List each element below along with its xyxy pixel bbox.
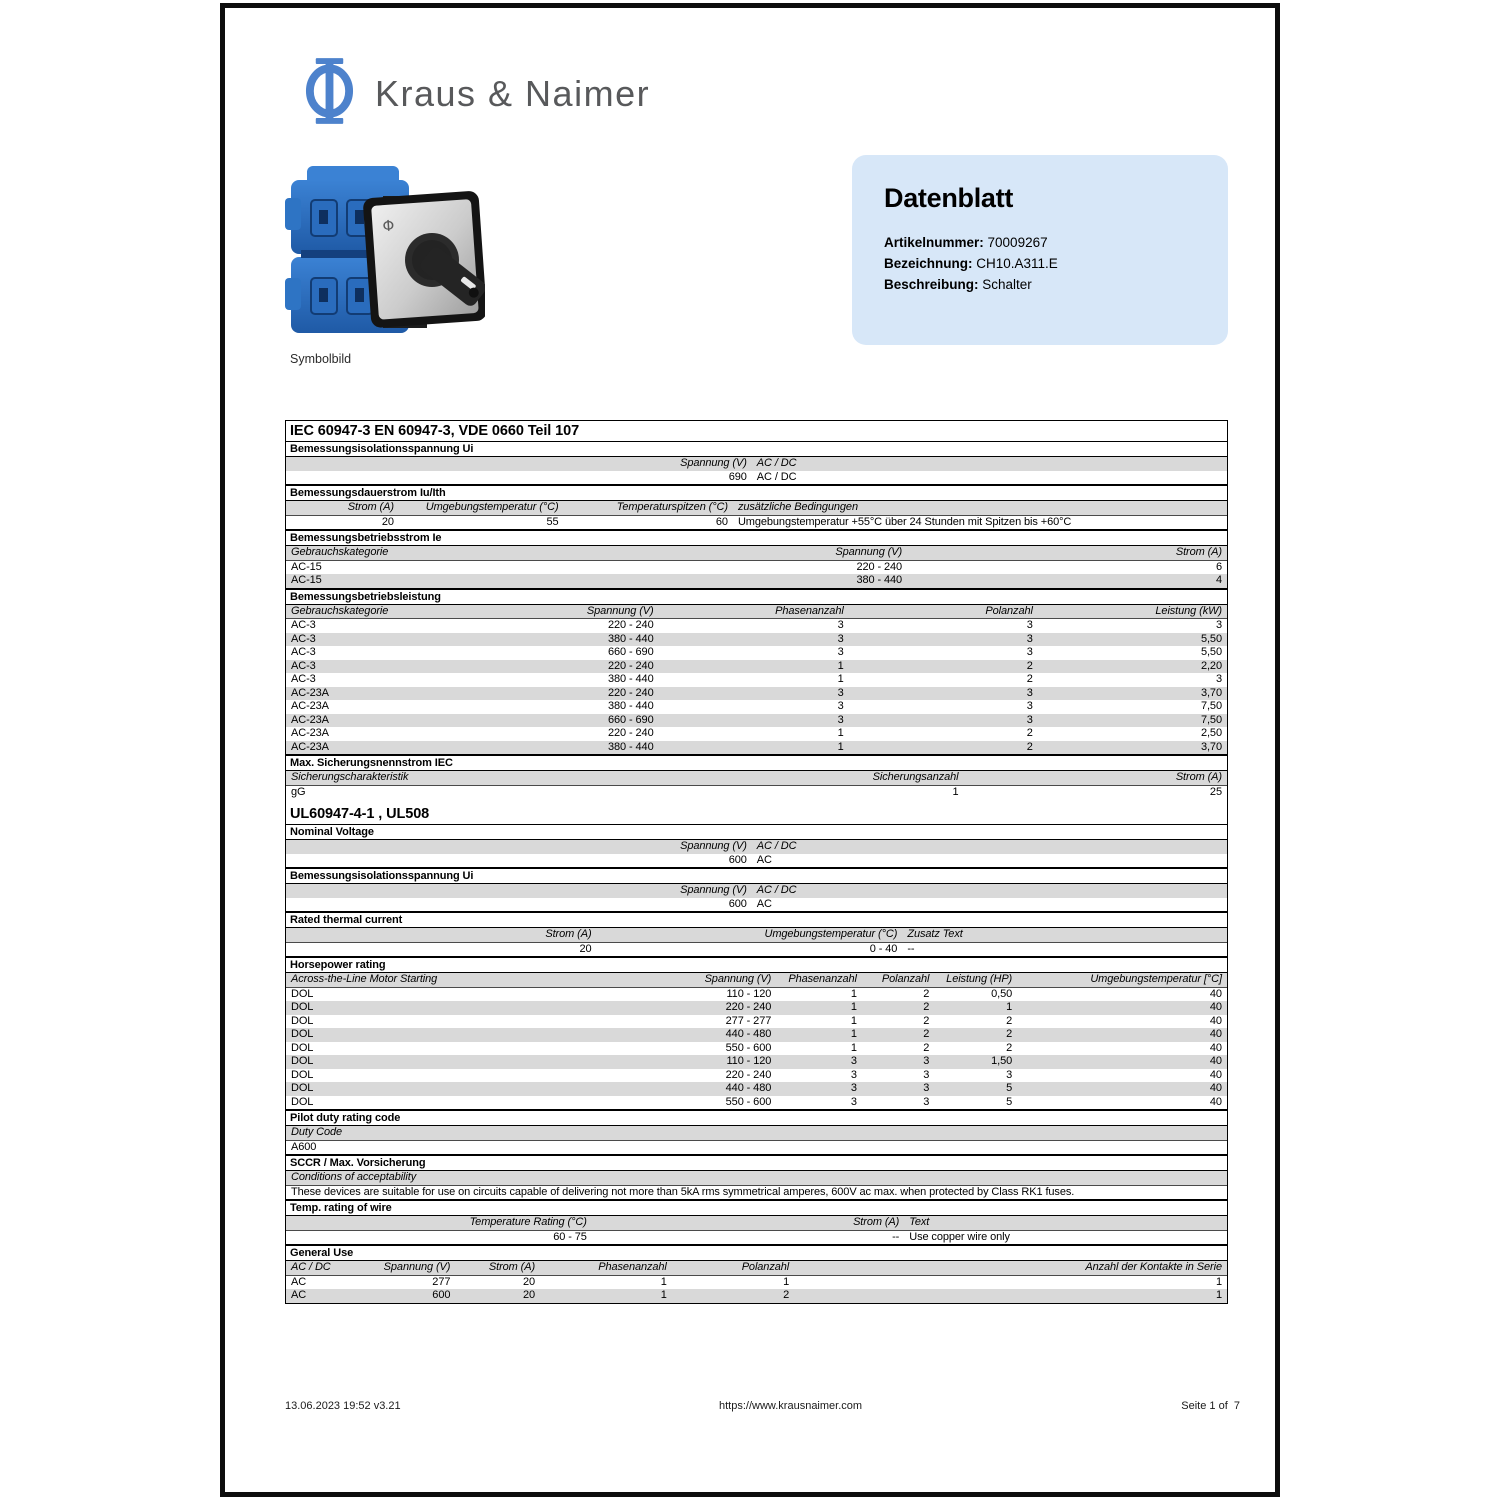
table-head-row [286,1216,1227,1231]
table-cell: 20 [381,515,394,528]
table-cell: 40 [1209,1095,1222,1108]
table-cell: 1 [1215,1275,1222,1288]
table-cell: 1 [850,1001,857,1013]
table-cell: 1 [660,1275,667,1288]
table-cell: AC-3 [291,619,316,631]
table-cell: AC-15 [291,574,322,586]
table-cell: 3 [923,1082,930,1094]
table-section-row: General Use [286,1244,1227,1261]
table-row [286,1069,1227,1083]
table-section-row: Nominal Voltage [286,825,1227,840]
table-head-cell: Spannung (V) [680,457,747,469]
table-head-row [286,928,1227,943]
table-cell: 1 [952,785,959,798]
table-cell: 5 [1006,1095,1013,1108]
table-title-row: UL60947-4-1 , UL508 [286,799,1227,825]
table-cell: DOL [291,1055,314,1067]
table-row [286,1096,1227,1110]
table-cell: 40 [1209,1082,1222,1094]
table-section-row: Temp. rating of wire [286,1199,1227,1216]
table-cell: 1,50 [991,1055,1013,1067]
table-cell: 3 [1026,686,1033,699]
table-head-cell: Polanzahl [741,1261,790,1273]
table-cell: 2 [1026,659,1033,672]
info-field [884,253,1196,274]
table-cell: 20 [523,1289,536,1301]
table-head-cell: Strom (A) [853,1216,900,1228]
table-cell: AC-3 [291,646,316,658]
table-cell: 600 [432,1289,451,1301]
table-cell: -- [907,942,915,955]
footer-date: 13.06.2023 19:52 v3.21 [285,1400,401,1412]
table-cell: 40 [1209,1001,1222,1013]
table-cell: 40 [1209,1041,1222,1054]
table-cell: 600 [728,853,747,866]
table-cell: DOL [291,1082,314,1094]
table-row [286,1231,1227,1245]
table-cell: 3 [850,1055,857,1067]
table-row [286,1015,1227,1029]
table-cell: 2 [923,1014,930,1027]
table-cell: AC [756,853,772,866]
table-row [286,741,1227,755]
table-section-row: Bemessungsisolationsspannung Ui [286,442,1227,457]
table-cell: DOL [291,1041,314,1054]
table-row [286,516,1227,530]
table-head-cell: Strom (A) [1175,771,1222,783]
table-cell: 60 [715,515,728,528]
table-cell: 40 [1209,1014,1222,1027]
table-head-cell: AC / DC [756,457,797,469]
table-cell: 2,50 [1200,727,1222,739]
table-head-cell: Zusatz Text [907,928,963,940]
table-head-cell: Temperature Rating (°C) [469,1216,587,1228]
info-field [884,232,1196,253]
table-head-cell: Spannung (V) [704,973,772,985]
phi-logo-icon [304,58,355,129]
info-field-value: 70009267 [983,235,1048,250]
table-head-cell: AC / DC [756,884,797,896]
table-head-cell: Leistung (HP) [946,973,1013,985]
table-cell: Use copper wire only [909,1230,1010,1243]
table-section-row: Bemessungsisolationsspannung Ui [286,867,1227,884]
table-cell: Umgebungstemperatur +55°C über 24 Stunden mit Spitzen bis +60°C [737,515,1072,528]
table-head-row [286,840,1227,854]
table-cell: 440 - 480 [725,1082,772,1094]
info-field-value: Schalter [978,277,1032,292]
table-cell: 3 [1026,700,1033,712]
table-cell: 3 [1026,646,1033,658]
table-section-row: Max. Sicherungsnennstrom IEC [286,754,1227,771]
page-title: Datenblatt [884,183,1014,213]
table-cell: DOL [291,1001,314,1013]
table-row [286,1001,1227,1015]
table-head-cell: Phasenanzahl [598,1261,667,1273]
table-cell: 2 [923,1001,930,1013]
table-head-row [286,457,1227,471]
footer-page-number: Seite 1 of 7 [1181,1400,1240,1412]
table-cell: 380 - 440 [608,632,654,645]
table-cell: 4 [1215,574,1222,586]
table-cell: 220 - 240 [608,619,654,631]
table-row [286,1289,1227,1303]
footer-url[interactable]: https://www.krausnaimer.com [719,1400,863,1412]
table-cell: 1 [850,987,857,1000]
table-row [286,1055,1227,1069]
table-head-row [286,771,1227,786]
info-box [852,155,1228,345]
table-section-row: Horsepower rating [286,956,1227,973]
table-row [286,1186,1227,1200]
table-cell: 2 [1026,673,1033,685]
table-cell: 2 [783,1289,790,1301]
table-cell: 1 [850,1041,857,1054]
table-cell: 220 - 240 [725,1068,772,1081]
table-cell: 220 - 240 [856,560,903,573]
table-cell: 3 [923,1055,930,1067]
table-cell: 3 [850,1068,857,1081]
table-cell: 1 [837,740,844,753]
table-cell: 60 - 75 [553,1230,587,1243]
table-head-row [286,1261,1227,1276]
table-head-row [286,973,1227,988]
table-cell: 2 [1026,740,1033,753]
table-cell: 440 - 480 [725,1028,772,1040]
table-section-row: Bemessungsbetriebsleistung [286,588,1227,605]
table-cell: 3 [1215,673,1222,685]
table-cell: AC-3 [291,659,316,672]
svg-text:Φ: Φ [381,216,395,236]
table-cell: 2 [1006,1028,1013,1040]
table-cell: 0,50 [991,987,1013,1000]
table-cell: 1 [1006,1001,1013,1013]
table-row [286,561,1227,575]
product-image [285,160,485,350]
table-row [286,687,1227,701]
table-cell: 40 [1209,987,1222,1000]
table-head-cell: Spannung (V) [586,604,654,617]
table-cell: 2,20 [1200,659,1222,672]
table-cell: 3 [1026,632,1033,645]
table-cell: 3 [837,632,844,645]
table-head-cell: Umgebungstemperatur [°C] [1090,973,1222,985]
table-cell: 3 [1215,619,1222,631]
table-head-cell: Leistung (kW) [1155,604,1222,617]
table-row [286,898,1227,912]
table-cell: 3 [837,646,844,658]
table-head-cell: Strom (A) [1175,546,1222,558]
brand-name: Kraus & Naimer [375,72,651,114]
table-cell: 3 [837,713,844,726]
table-head-cell: AC / DC [291,1261,331,1273]
table-section-row: Pilot duty rating code [286,1109,1227,1126]
table-cell: 1 [837,673,844,685]
table-head-cell: Polanzahl [985,604,1033,617]
table-cell: 3 [837,700,844,712]
table-cell: A600 [291,1140,317,1153]
table-cell: 1 [850,1028,857,1040]
table-cell: AC [291,1275,307,1288]
table-cell: -- [892,1230,900,1243]
table-cell: 25 [1209,785,1222,798]
table-cell: 380 - 440 [608,700,654,712]
table-head-cell: Gebrauchskategorie [291,604,389,617]
table-cell: 3 [923,1095,930,1108]
table-cell: AC-23A [291,727,329,739]
table-head-cell: Strom (A) [488,1261,536,1273]
table-cell: AC / DC [756,470,797,483]
table-cell: 2 [923,987,930,1000]
table-head-cell: Spannung (V) [680,884,747,896]
table-row [286,646,1227,660]
table-section-row: SCCR / Max. Vorsicherung [286,1154,1227,1171]
table-row [286,1276,1227,1290]
rotary-cam-switch-photo [285,160,485,350]
table-cell: AC [756,897,772,910]
table-cell: DOL [291,1014,314,1027]
table-cell: 5 [1006,1082,1013,1094]
table-cell: 40 [1209,1068,1222,1081]
table-row [286,1042,1227,1056]
table-cell: 1 [850,1014,857,1027]
table-cell: 277 [432,1275,451,1288]
spec-table [285,420,1228,1304]
table-head-row [286,501,1227,516]
table-cell: gG [291,785,306,798]
table-head-row [286,884,1227,898]
table-head-row [286,546,1227,561]
table-row [286,633,1227,647]
page-frame [220,3,1280,1497]
table-head-cell: Sicherungscharakteristik [291,771,409,783]
table-cell: 40 [1209,1055,1222,1067]
table-cell: 220 - 240 [608,686,654,699]
table-cell: 6 [1215,560,1222,573]
table-row [286,1028,1227,1042]
table-head-cell: Conditions of acceptability [291,1171,417,1183]
table-head-cell: Strom (A) [545,928,592,940]
table-cell: 2 [923,1028,930,1040]
table-head-cell: Phasenanzahl [775,604,844,617]
table-head-cell: Umgebungstemperatur (°C) [425,501,559,513]
table-cell: 55 [546,515,559,528]
info-field [884,274,1196,295]
table-cell: DOL [291,987,314,1000]
table-cell: 7,50 [1200,713,1222,726]
table-row [286,714,1227,728]
table-head-cell: Gebrauchskategorie [291,546,389,558]
table-cell: 40 [1209,1028,1222,1040]
table-row [286,619,1227,633]
table-cell: 3,70 [1200,740,1222,753]
table-head-cell: Umgebungstemperatur (°C) [764,928,898,940]
table-row [286,1141,1227,1155]
table-row [286,943,1227,957]
table-row [286,727,1227,741]
table-row [286,673,1227,687]
table-cell: 3 [850,1095,857,1108]
table-row [286,988,1227,1002]
table-head-row [286,605,1227,620]
table-cell: 5,50 [1200,646,1222,658]
table-cell: 110 - 120 [726,1055,772,1067]
table-cell: 380 - 440 [856,574,903,586]
table-cell: 220 - 240 [608,727,654,739]
table-head-cell: Duty Code [291,1126,343,1138]
table-cell: 2 [1006,1041,1013,1054]
table-cell: 20 [523,1275,536,1288]
table-cell: 660 - 690 [608,713,654,726]
table-section-row: Bemessungsdauerstrom Iu/Ith [286,484,1227,501]
table-head-cell: Across-the-Line Motor Starting [291,973,438,985]
table-head-cell: Spannung (V) [835,546,903,558]
table-cell: 110 - 120 [726,987,772,1000]
table-cell: 3 [850,1082,857,1094]
table-title-row: IEC 60947-3 EN 60947-3, VDE 0660 Teil 107 [286,421,1227,442]
table-cell: AC-23A [291,686,329,699]
brand [304,58,650,129]
table-cell: 690 [728,470,747,483]
table-head-cell: Polanzahl [881,973,930,985]
table-cell: DOL [291,1095,314,1108]
table-cell: 220 - 240 [608,659,654,672]
table-row [286,854,1227,868]
table-head-cell: Phasenanzahl [788,973,857,985]
table-cell: 1 [837,659,844,672]
table-row [286,471,1227,485]
table-cell: 5,50 [1200,632,1222,645]
table-row [286,660,1227,674]
symbolbild-caption: Symbolbild [290,352,352,366]
table-cell: 600 [728,897,747,910]
table-cell: 0 - 40 [869,942,898,955]
table-head-cell: Strom (A) [347,501,394,513]
table-cell: 220 - 240 [725,1001,772,1013]
table-cell: 3 [837,686,844,699]
table-head-row [286,1171,1227,1186]
table-cell: 2 [1026,727,1033,739]
info-fields [884,232,1196,295]
table-cell: 3 [837,619,844,631]
table-cell: 3 [1026,619,1033,631]
table-cell: AC-23A [291,740,329,753]
table-cell: 550 - 600 [725,1095,772,1108]
table-cell: AC-3 [291,673,316,685]
table-cell: 277 - 277 [725,1014,772,1027]
table-cell: 1 [783,1275,790,1288]
table-cell: These devices are suitable for use on circuits capable of delivering not more than 5kA rms symmetrical amperes, 600V ac max. when protected by Class RK1 fuses. [291,1185,1075,1198]
table-head-cell: Spannung (V) [680,840,747,852]
table-cell: 1 [1215,1289,1222,1301]
table-cell: AC-15 [291,560,322,573]
table-cell: 20 [579,942,592,955]
table-section-row: Bemessungsbetriebsstrom Ie [286,529,1227,546]
table-cell: 2 [1006,1014,1013,1027]
table-cell: 7,50 [1200,700,1222,712]
info-field-label: Bezeichnung: [884,256,973,271]
table-cell: AC [291,1289,307,1301]
table-cell: 1 [837,727,844,739]
table-cell: 3 [1026,713,1033,726]
table-cell: 660 - 690 [608,646,654,658]
info-field-value: CH10.A311.E [972,256,1058,271]
table-head-cell: Temperaturspitzen (°C) [616,501,728,513]
table-section-row: Rated thermal current [286,911,1227,928]
table-cell: 380 - 440 [608,673,654,685]
table-cell: DOL [291,1068,314,1081]
table-cell: DOL [291,1028,314,1040]
table-head-cell: zusätzliche Bedingungen [737,501,858,513]
table-cell: 3,70 [1200,686,1222,699]
table-row [286,786,1227,800]
table-head-cell: AC / DC [756,840,797,852]
table-row [286,700,1227,714]
table-row [286,574,1227,588]
table-cell: AC-3 [291,632,316,645]
info-field-label: Beschreibung: [884,277,979,292]
table-cell: 3 [1006,1068,1013,1081]
table-head-cell: Anzahl der Kontakte in Serie [1085,1261,1222,1273]
table-cell: 3 [923,1068,930,1081]
info-field-label: Artikelnummer: [884,235,984,250]
table-cell: 2 [923,1041,930,1054]
table-cell: AC-23A [291,713,329,726]
table-head-cell: Sicherungsanzahl [872,771,959,783]
table-cell: 380 - 440 [608,740,654,753]
table-cell: 1 [660,1289,667,1301]
table-head-row [286,1126,1227,1141]
table-cell: AC-23A [291,700,329,712]
table-row [286,1082,1227,1096]
table-cell: 550 - 600 [725,1041,772,1054]
table-head-cell: Spannung (V) [383,1261,451,1273]
table-head-cell: Text [909,1216,930,1228]
